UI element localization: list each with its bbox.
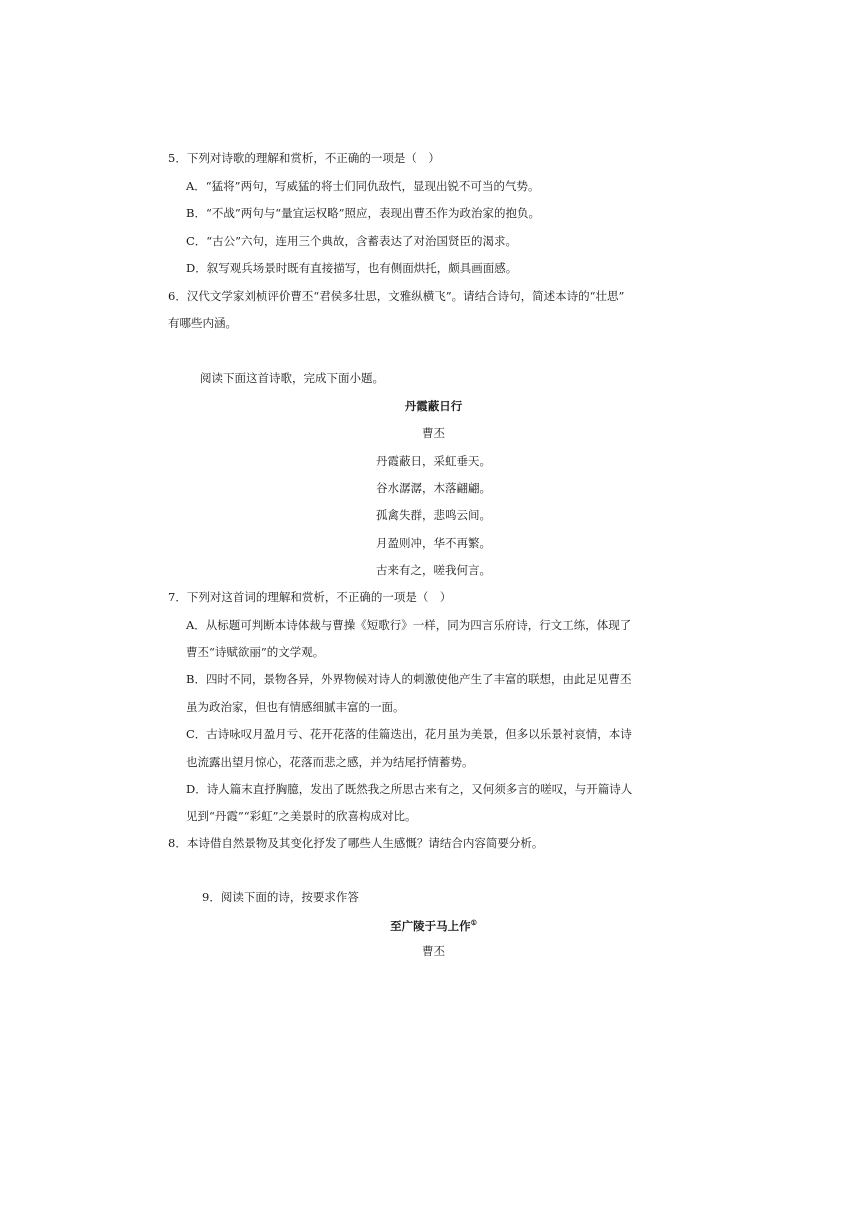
q6-stem-line2: 有哪些内涵。 <box>168 316 237 330</box>
q7-option-d-line2: 见到“丹霞”“彩虹”之美景时的欣喜构成对比。 <box>186 809 417 823</box>
q5-option-c: C．“古公”六句，连用三个典故，含蓄表达了对治国贤臣的渴求。 <box>186 234 518 248</box>
q5-option-b: B．“不战”两句与“量宜运权略”照应，表现出曹丕作为政治家的抱负。 <box>186 206 540 220</box>
q5-stem: 5．下列对诗歌的理解和赏析，不正确的一项是（ ） <box>168 151 440 165</box>
poem2-title <box>0 919 867 933</box>
q5-option-d: D．叙写观兵场景时既有直接描写，也有侧面烘托，颇具画面感。 <box>186 261 518 275</box>
q7-option-d-line1: D．诗人篇末直抒胸臆，发出了既然我之所思古来有之，又何须多言的嗟叹，与开篇诗人 <box>186 782 633 796</box>
q7-option-c-line1: C．古诗咏叹月盈月亏、花开花落的佳篇迭出，花月虽为美景，但多以乐景衬哀情，本诗 <box>186 727 632 741</box>
q8-stem: 8．本诗借自然景物及其变化抒发了哪些人生感慨？请结合内容简要分析。 <box>168 836 544 850</box>
poem-line-4: 月盈则冲，华不再繁。 <box>376 536 491 550</box>
poem-line-1: 丹霞蔽日，采虹垂天。 <box>376 454 491 468</box>
q7-option-a-line2: 曹丕“诗赋欲丽”的文学观。 <box>186 645 325 659</box>
poem-line-3: 孤禽失群，悲鸣云间。 <box>376 508 491 522</box>
q9-intro: 9．阅读下面的诗，按要求作答 <box>202 890 359 904</box>
poem-author: 曹丕 <box>422 426 445 440</box>
q7-option-a-line1: A．从标题可判断本诗体裁与曹操《短歌行》一样，同为四言乐府诗，行文工练，体现了 <box>186 618 632 632</box>
q5-option-a: A．“猛将”两句，写威猛的将士们同仇敌忾，显现出锐不可当的气势。 <box>186 179 540 193</box>
poem-title: 丹霞蔽日行 <box>404 399 463 413</box>
poem-line-2: 谷水潺潺，木落翩翩。 <box>376 481 491 495</box>
q7-option-b-line1: B．四时不同，景物各异，外界物候对诗人的刺激使他产生了丰富的联想，由此足见曹丕 <box>186 672 632 686</box>
poem2-author: 曹丕 <box>422 944 445 958</box>
q6-stem-line1: 6．汉代文学家刘桢评价曹丕“君侯多壮思，文雅纵横飞”。请结合诗句，简述本诗的“壮思” <box>168 289 625 303</box>
poem2-title-text: 至广陵于马上作 <box>390 919 471 933</box>
poem-line-5: 古来有之，嗟我何言。 <box>376 563 491 577</box>
q7-option-c-line2: 也流露出望月惊心，花落而悲之感，并为结尾抒情蓄势。 <box>186 755 474 769</box>
section2-intro: 阅读下面这首诗歌，完成下面小题。 <box>200 371 384 385</box>
footnote-marker: ① <box>470 918 477 927</box>
q7-stem: 7．下列对这首词的理解和赏析，不正确的一项是（ ） <box>168 590 452 604</box>
q7-option-b-line2: 虽为政治家，但也有情感细腻丰富的一面。 <box>186 700 405 714</box>
